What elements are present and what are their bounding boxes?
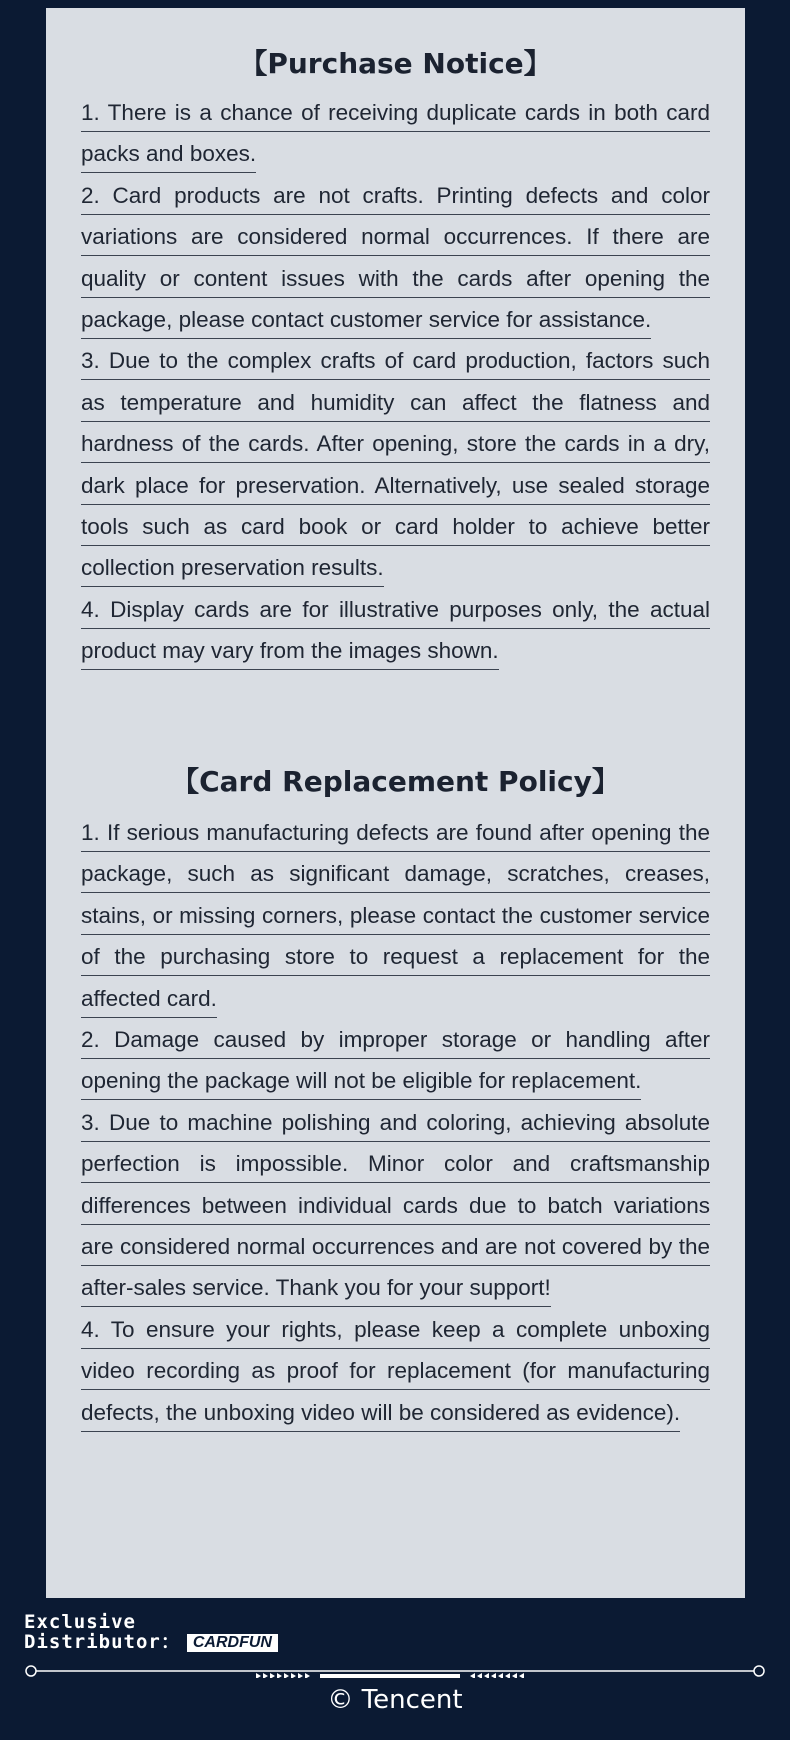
copyright-text: © Tencent — [327, 1685, 463, 1715]
cardfun-logo: CARDFUN — [187, 1634, 278, 1652]
distributor-label-text: Distributor： — [24, 1631, 181, 1653]
footer-divider — [24, 1664, 766, 1678]
distributor-line-1: Exclusive — [24, 1611, 136, 1633]
replacement-policy-item: 4. To ensure your rights, please keep a complete unboxing video recording as proof for replacement (for manufacturing defects, the unboxing video will be considered as evidence). — [81, 1309, 710, 1433]
replacement-policy-item: 3. Due to machine polishing and coloring, achieving absolute perfection is impossible. Minor color and craftsmanship differences between individual cards due to batch variations are considered normal occurrences and are not covered by the after-sales service. Thank you for your support! — [81, 1102, 710, 1309]
replacement-policy-list — [81, 812, 710, 1433]
distributor-line-2 — [24, 1632, 278, 1652]
replacement-policy-item: 2. Damage caused by improper storage or handling after opening the package will not be eligible for replacement. — [81, 1019, 710, 1102]
exclusive-distributor-label — [24, 1612, 278, 1652]
purchase-notice-list — [81, 92, 710, 672]
purchase-notice-title: 【Purchase Notice】 — [239, 47, 552, 80]
replacement-policy-title: 【Card Replacement Policy】 — [171, 765, 620, 798]
purchase-notice-item: 4. Display cards are for illustrative purposes only, the actual product may vary from the images shown. — [81, 589, 710, 672]
purchase-notice-item: 1. There is a chance of receiving duplicate cards in both card packs and boxes. — [81, 92, 710, 175]
replacement-policy-item: 1. If serious manufacturing defects are found after opening the package, such as significant damage, scratches, creases, stains, or missing corners, please contact the customer service of the purchasing store to request a replacement for the affected card. — [81, 812, 710, 1019]
purchase-notice-item: 3. Due to the complex crafts of card production, factors such as temperature and humidity can affect the flatness and hardness of the cards. After opening, store the cards in a dry, dark place for preservation. Alternatively, use sealed storage tools such as card book or card holder to achieve better collection preservation results. — [81, 340, 710, 588]
purchase-notice-item: 2. Card products are not crafts. Printing defects and color variations are considered normal occurrences. If there are quality or content issues with the cards after opening the package, please contact customer service for assistance. — [81, 175, 710, 341]
notice-panel — [46, 8, 745, 1598]
